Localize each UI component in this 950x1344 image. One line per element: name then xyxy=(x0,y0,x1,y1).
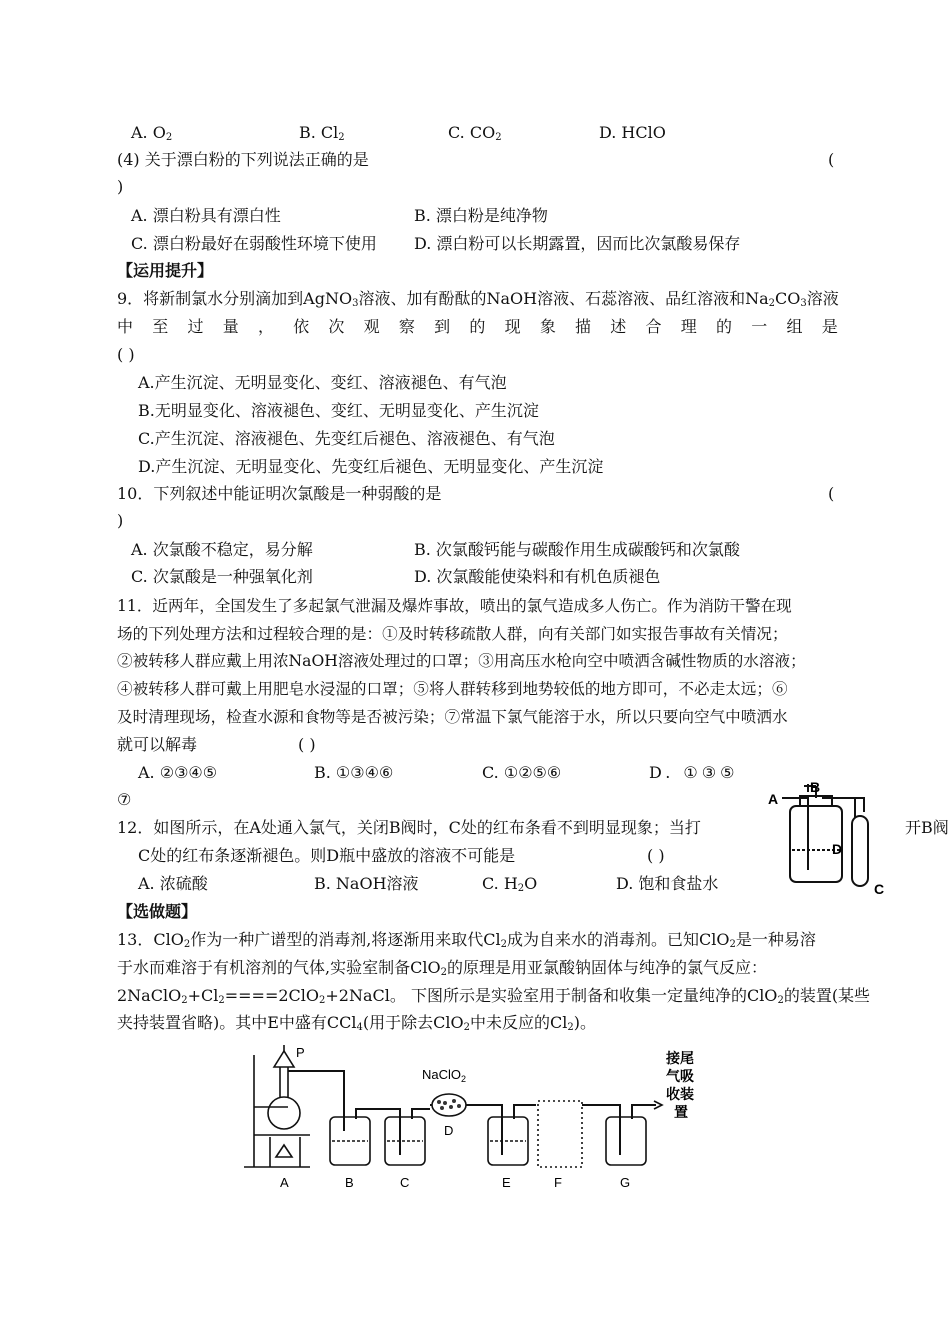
q9-line2-char: 的 xyxy=(715,317,732,336)
label-e: E xyxy=(502,1175,511,1190)
q10-option-b: B. 次氯酸钙能与碳酸作用生成碳酸钙和次氯酸 xyxy=(414,540,740,559)
inlet-tube xyxy=(782,798,808,870)
q9-line2-char: 察 xyxy=(398,317,415,336)
q12-option-c: C. $H_2O$ xyxy=(482,874,538,894)
q11-option-d: D. ①③⑤ xyxy=(649,763,739,782)
q-prev-option-b: B. $Cl_2$ xyxy=(299,123,345,143)
label-c: C xyxy=(874,881,885,896)
q11-stem-line3: ②被转移人群应戴上用浓NaOH溶液处理过的口罩；③用高压水枪向空中喷洒含碱性物质的水溶液； xyxy=(117,652,806,670)
q9-line2-char: 次 xyxy=(328,317,345,336)
q11-answer-paren: ( ) xyxy=(298,735,316,754)
q12-stem-line1: 12．如图所示，在A处通入氯气，关闭B阀时，C处的红布条看不到明显现象；当打 xyxy=(117,818,701,837)
q13-stem-line1: 13．ClO$_2$作为一种广谱型的消毒剂,将逐渐用来取代$Cl_2$成为自来水的消毒剂。已知ClO$_2$是一种易溶 xyxy=(117,930,816,950)
q9-stem-line2 xyxy=(117,317,838,337)
label-d: D xyxy=(444,1123,454,1138)
label-p: P xyxy=(296,1045,305,1060)
outlet-tube-to-c xyxy=(822,798,855,818)
section-heading-apply: 【运用提升】 xyxy=(117,261,214,280)
q9-option-d: D.产生沉淀、无明显变化、先变红后褪色、无明显变化、产生沉淀 xyxy=(138,457,604,476)
q11-stem-line4: ④被转移人群可戴上用肥皂水浸湿的口罩；⑤将人群转移到地势较低的地方即可，不必走太远；⑥ xyxy=(117,680,788,698)
q10-option-c: C. 次氯酸是一种强氧化剂 xyxy=(131,567,313,586)
q9-line2-char: ， xyxy=(257,317,274,336)
q12-apparatus-figure xyxy=(760,778,900,896)
q11-stem-line2: 场的下列处理方法和过程较合理的是：①及时转移疏散人群，向有关部门如实报告事故有关情况； xyxy=(117,625,788,643)
q13-stem-line2: 于水而难溶于有机溶剂的气体,实验室制备ClO$_2$的原理是用亚氯酸钠固体与纯净的氯气反应： xyxy=(117,958,767,978)
q9-line2-char: 过 xyxy=(187,317,204,336)
q12-option-d: D. 饱和食盐水 xyxy=(616,874,719,893)
svg-text:收装: 收装 xyxy=(666,1086,694,1102)
q4-paren-close: ) xyxy=(117,177,124,196)
q9-line2-char: 象 xyxy=(539,317,556,336)
label-c: C xyxy=(400,1175,410,1190)
q9-line2-char: 现 xyxy=(504,317,521,336)
q9-option-c: C.产生沉淀、溶液褪色、先变红后褪色、溶液褪色、有气泡 xyxy=(138,429,555,448)
exhaust-label xyxy=(665,1050,694,1120)
funnel-p xyxy=(274,1051,294,1067)
q11-stem-line6: 就可以解毒 xyxy=(117,735,198,754)
label-b: B xyxy=(345,1175,354,1190)
q9-option-a: A.产生沉淀、无明显变化、变红、溶液褪色、有气泡 xyxy=(138,373,507,392)
q9-line2-char: 是 xyxy=(821,317,838,336)
q13-stem-line4: 夹持装置省略)。其中E中盛有CCl$_4$(用于除去ClO$_2$中未反应的$Cl_2$)。 xyxy=(117,1013,597,1033)
svg-text:气吸: 气吸 xyxy=(666,1068,694,1084)
q12-option-a: A. 浓硫酸 xyxy=(138,874,208,893)
q12-stem-line1-tail: 开B阀 xyxy=(905,818,949,837)
q10-paren-open: ( xyxy=(828,484,835,503)
q9-answer-paren: ( ) xyxy=(117,345,135,364)
q11-stem-line5: 及时清理现场，检查水源和食物等是否被污染；⑦常温下氯气能溶于水，所以只要向空气中喷洒水 xyxy=(117,708,788,726)
q11-option-c: C. ①②⑤⑥ xyxy=(482,763,562,782)
q4-stem: (4) 关于漂白粉的下列说法正确的是 xyxy=(117,150,369,169)
q4-option-c: C. 漂白粉最好在弱酸性环境下使用 xyxy=(131,234,377,253)
q9-line2-char: 依 xyxy=(293,317,310,336)
q9-line2-char: 描 xyxy=(575,317,592,336)
q10-option-d: D. 次氯酸能使染料和有机色质褪色 xyxy=(414,567,661,586)
label-f: F xyxy=(554,1175,562,1190)
q4-paren-open: ( xyxy=(828,150,835,169)
q9-line2-char: 中 xyxy=(117,317,134,336)
burner xyxy=(276,1145,292,1157)
box-f xyxy=(538,1101,582,1167)
label-d: D xyxy=(832,841,843,857)
q9-line2-char: 量 xyxy=(222,317,239,336)
q9-stem-line1: 9．将新制氯水分别滴加到AgNO$_3$溶液、加有酚酞的NaOH溶液、石蕊溶液、品红溶液和$Na_2CO_3$溶液 xyxy=(117,289,839,309)
label-a: A xyxy=(768,791,779,807)
q9-line2-char: 到 xyxy=(434,317,451,336)
q11-option-b: B. ①③④⑥ xyxy=(314,763,394,782)
q13-apparatus-figure xyxy=(240,1045,740,1193)
test-tube-c xyxy=(852,816,868,886)
q10-paren-close: ) xyxy=(117,511,124,530)
bottle-g xyxy=(606,1117,646,1165)
q9-line2-char: 至 xyxy=(152,317,169,336)
q-prev-option-c: C. $CO_2$ xyxy=(448,123,502,143)
reaction-tube-d xyxy=(432,1094,466,1116)
label-g: G xyxy=(620,1175,631,1190)
label-naclo2: NaClO$_2$ xyxy=(422,1067,467,1084)
q9-line2-char: 理 xyxy=(680,317,697,336)
q10-stem: 10．下列叙述中能证明次氯酸是一种弱酸的是 xyxy=(117,484,442,503)
label-b: B xyxy=(810,779,821,795)
q13-stem-line3: $2NaClO_2+Cl_2====2ClO_2+2NaCl$。 下图所示是实验室用于制备和收集一定量纯净的ClO$_2$的装置(某些 xyxy=(117,986,871,1006)
q11-option-d-continued: ⑦ xyxy=(117,790,132,809)
q10-option-a: A. 次氯酸不稳定，易分解 xyxy=(131,540,313,559)
q-prev-option-d: D. HClO xyxy=(599,123,666,142)
q4-option-d: D. 漂白粉可以长期露置，因而比次氯酸易保存 xyxy=(414,234,741,253)
flask-neck xyxy=(280,1067,288,1097)
q9-line2-char: 观 xyxy=(363,317,380,336)
q9-option-b: B.无明显变化、溶液褪色、变红、无明显变化、产生沉淀 xyxy=(138,401,539,420)
label-a: A xyxy=(280,1175,289,1190)
q-prev-option-a: A. $O_2$ xyxy=(131,123,173,143)
q9-line2-char: 的 xyxy=(469,317,486,336)
q11-option-a: A. ②③④⑤ xyxy=(138,763,218,782)
q4-option-b: B. 漂白粉是纯净物 xyxy=(414,206,548,225)
flask-a xyxy=(268,1097,300,1129)
q12-answer-paren: ( ) xyxy=(647,846,665,865)
q9-line2-char: 一 xyxy=(751,317,768,336)
section-heading-optional: 【选做题】 xyxy=(117,902,198,921)
svg-text:置: 置 xyxy=(674,1104,688,1120)
svg-text:接尾: 接尾 xyxy=(666,1050,694,1066)
q4-option-a: A. 漂白粉具有漂白性 xyxy=(131,206,281,225)
q9-line2-char: 组 xyxy=(786,317,803,336)
q9-line2-char: 合 xyxy=(645,317,662,336)
q12-option-b: B. NaOH溶液 xyxy=(314,874,419,893)
q11-stem-line1: 11．近两年，全国发生了多起氯气泄漏及爆炸事故，喷出的氯气造成多人伤亡。作为消防干警在现 xyxy=(117,597,792,615)
q9-line2-char: 述 xyxy=(610,317,627,336)
q12-stem-line2: C处的红布条逐渐褪色。则D瓶中盛放的溶液不可能是 xyxy=(138,846,516,865)
